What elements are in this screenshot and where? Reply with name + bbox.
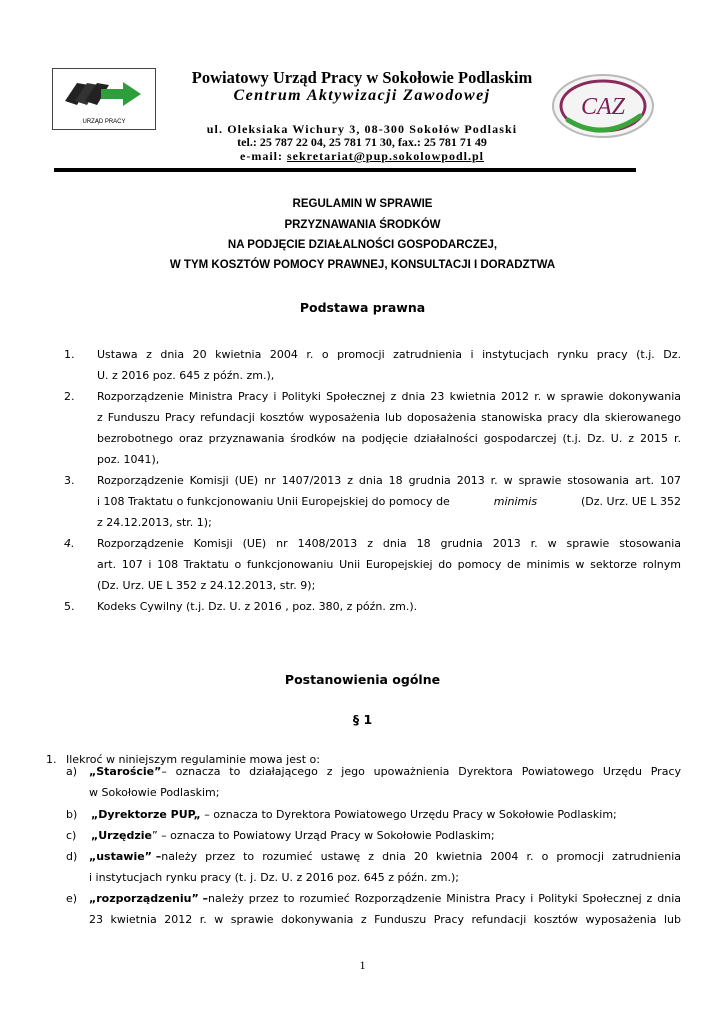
list-item-line: Kodeks Cywilny (t.j. Dz. U. z 2016 , poz. 380, z późn. zm.).	[97, 600, 418, 613]
definition-text: ” – oznacza to Powiatowy Urząd Pracy w Sokołowie Podlaskim;	[151, 829, 495, 842]
definition-term: „Urzędzie	[91, 829, 152, 842]
definition-term: „ustawie” –	[89, 850, 162, 863]
definition-line: w Sokołowie Podlaskim;	[89, 786, 220, 799]
definition-letter: c)	[66, 829, 77, 842]
cards-arrow-logo-icon	[61, 75, 149, 115]
centre-name: Centrum Aktywizacji Zawodowej	[233, 87, 491, 104]
definition-term: „Dyrektorze PUP„	[91, 808, 201, 821]
definition-line: 23 kwietnia 2012 r. w sprawie dokonywania z Funduszu Pracy refundacji kosztów wyposażenia lub	[89, 913, 681, 926]
list-item-line: z Funduszu Pracy refundacji kosztów wyposażenia lub doposażenia stanowiska pracy dla skierowanego	[97, 411, 681, 424]
list-item-line: art. 107 i 108 Traktatu o funkcjonowaniu Unii Europejskiej do pomocy de minimis w sektorze rolnym	[97, 558, 681, 571]
definition-letter: e)	[66, 892, 78, 905]
email-link[interactable]: sekretariat@pup.sokolowpodl.pl	[287, 149, 484, 163]
list-item-number: 1.	[46, 753, 57, 766]
definition-text: należy przez to rozumieć ustawę z dnia 20 kwietnia 2004 r. o promocji zatrudnienia	[161, 850, 681, 863]
definition-term: „rozporządzeniu” –	[89, 892, 209, 905]
list-item-line: poz. 1041),	[97, 453, 160, 466]
text-run: (Dz. Urz. UE L 352	[580, 495, 681, 508]
office-email-line	[150, 149, 574, 164]
definition-term: „Staroście”	[89, 765, 162, 778]
definition-line	[89, 765, 681, 778]
definition-letter: d)	[66, 850, 78, 863]
list-item-line: Rozporządzenie Ministra Pracy i Polityki Społecznej z dnia 23 kwietnia 2012 r. w sprawie dokonywania	[97, 390, 681, 403]
title-line-4: W TYM KOSZTÓW POMOCY PRAWNEJ, KONSULTACJI I DORADZTWA	[169, 259, 556, 271]
definition-text: – oznacza to Dyrektora Powiatowego Urzędu Pracy w Sokołowie Podlaskim;	[200, 808, 617, 821]
list-item-number: 2.	[64, 390, 75, 403]
list-item-number: 5.	[64, 600, 75, 613]
legal-basis-heading: Podstawa prawna	[299, 300, 426, 315]
text-run-italic: minimis	[493, 495, 538, 508]
paragraph-symbol: § 1	[352, 712, 373, 727]
office-name: Powiatowy Urząd Pracy w Sokołowie Podlaskim	[191, 68, 533, 87]
definition-line	[89, 892, 681, 905]
header-divider	[54, 168, 636, 172]
list-item-line: z 24.12.2013, str. 1);	[97, 516, 212, 529]
office-phones: tel.: 25 787 22 04, 25 781 71 30, fax.: 25 781 71 49	[237, 135, 487, 149]
definitions-intro: Ilekroć w niniejszym regulaminie mowa jest o:	[66, 753, 320, 766]
definition-line	[91, 829, 495, 842]
definition-letter: b)	[66, 808, 78, 821]
list-item-line: (Dz. Urz. UE L 352 z 24.12.2013, str. 9);	[97, 579, 316, 592]
list-item-line: U. z 2016 poz. 645 z późn. zm.),	[97, 369, 275, 382]
definition-letter: a)	[66, 765, 78, 778]
definition-line	[89, 850, 681, 863]
definition-text: – oznacza to działającego z jego upoważnienia Dyrektora Powiatowego Urzędu Pracy	[161, 765, 681, 778]
title-line-1: REGULAMIN W SPRAWIE	[292, 198, 433, 210]
general-provisions-heading: Postanowienia ogólne	[284, 672, 441, 687]
list-item-line	[97, 495, 681, 508]
text-run: i 108 Traktatu o funkcjonowaniu Unii Europejskiej do pomocy de	[97, 495, 450, 508]
list-item-line: Rozporządzenie Komisji (UE) nr 1408/2013 z dnia 18 grudnia 2013 r. w sprawie stosowania	[97, 537, 681, 550]
urzad-pracy-logo	[52, 68, 156, 130]
office-address: ul. Oleksiaka Wichury 3, 08-300 Sokołów Podlaski	[206, 122, 518, 136]
list-item-line: bezrobotnego oraz przyznawania środków na podjęcie działalności gospodarczej (t.j. Dz. U. z 2015 r.	[97, 432, 681, 445]
title-line-3: NA PODJĘCIE DZIAŁALNOŚCI GOSPODARCZEJ,	[227, 239, 498, 251]
list-item-number: 3.	[64, 474, 75, 487]
caz-logo-text: CAZ	[580, 94, 626, 120]
list-item-line: Ustawa z dnia 20 kwietnia 2004 r. o promocji zatrudnienia i instytucjach rynku pracy (t.j. Dz.	[97, 348, 681, 361]
definition-line	[91, 808, 617, 821]
logo-caption: URZĄD PRACY	[82, 119, 126, 125]
email-label: e-mail:	[240, 149, 287, 163]
list-item-number: 1.	[64, 348, 75, 361]
definition-line: i instytucjach rynku pracy (t. j. Dz. U. z 2016 poz. 645 z późn. zm.);	[89, 871, 459, 884]
title-line-2: PRZYZNAWANIA ŚRODKÓW	[284, 219, 441, 231]
list-item-line: Rozporządzenie Komisji (UE) nr 1407/2013 z dnia 18 grudnia 2013 r. w sprawie stosowania art. 107	[97, 474, 681, 487]
list-item-number: 4.	[64, 537, 75, 550]
definition-text: należy przez to rozumieć Rozporządzenie Ministra Pracy i Polityki Społecznej z dnia	[208, 892, 681, 905]
page-number: 1	[359, 958, 366, 972]
